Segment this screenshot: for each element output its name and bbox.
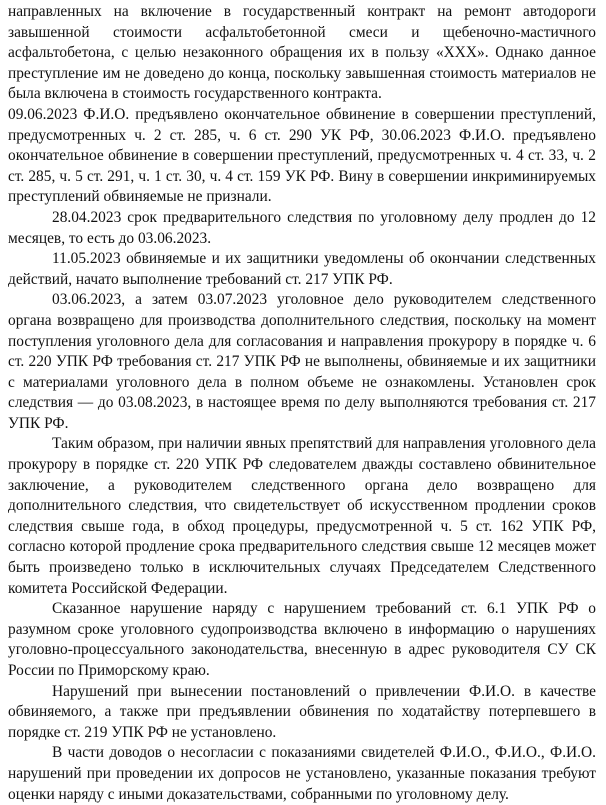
paragraph-case-returned: 03.06.2023, а затем 03.07.2023 уголовное дело руководителем следственного органа возвращено для производства дополнительного следствия, поскольку на момент поступления уголовного дела для согласования и направления прокурору в порядке ч. 6 ст. 220 УПК РФ требования ст. 217 УПК РФ не выполнены, обвиняемые и их защитники с материалами уголовного дела в полном объеме не ознакомлены. Установлен срок следствия — до 03.08.2023, в настоящее время по делу выполняются требования ст. 217 УПК РФ. (8, 291, 596, 432)
paragraph-final-charges: 09.06.2023 Ф.И.О. предъявлено окончательное обвинение в совершении преступлений, предусмотренных ч. 2 ст. 285, ч. 6 ст. 290 УК РФ, 30.06.2023 Ф.И.О. предъявлено окончательное обвинение в совершении преступлений, предусмотренных ч. 4 ст. 33, ч. 2 ст. 285, ч. 5 ст. 291, ч. 1 ст. 30, ч. 4 ст. 159 УК РФ. Вину в совершении инкриминируемых преступлений обвиняемые не признали. (8, 105, 596, 206)
document-body (8, 2, 596, 805)
paragraph-violation-reported: Сказанное нарушение наряду с нарушением требований ст. 6.1 УПК РФ о разумном сроке уголовного судопроизводства включено в информацию о нарушениях уголовно-процессуального законодательства, внесенную в адрес руководителя СУ СК России по Приморскому краю. (8, 600, 596, 679)
paragraph-conclusion: Таким образом, при наличии явных препятствий для направления уголовного дела прокурору в порядке ст. 220 УПК РФ следователем дважды составлено обвинительное заключение, а руководителем следственного органа дело возвращено для дополнительного следствия, что свидетельствует об искусственном продлении сроков следствия свыше года, в обход процедуры, предусмотренной ч. 5 ст. 162 УПК РФ, согласно которой продление срока предварительного следствия свыше 12 месяцев может быть произведено только в исключительных случаях Председателем Следственного комитета Российской Федерации. (8, 435, 596, 597)
paragraph-witness-testimony: В части доводов о несогласии с показаниями свидетелей Ф.И.О., Ф.И.О., Ф.И.О. нарушений при проведении их допросов не установлено, указанные показания требуют оценки наряду с иными доказательствами, собранными по уголовному делу. (8, 744, 596, 803)
paragraph-contract-overpricing: направленных на включение в государственный контракт на ремонт автодороги завышенной стоимости асфальтобетонной смеси и щебеночно-мастичного асфальтобетона, с целью незаконного обращения их в пользу «ХХХ». Однако данное преступление им не доведено до конца, поскольку завышенная стоимость материалов не была включена в стоимость государственного контракта. (8, 3, 596, 103)
paragraph-term-extension: 28.04.2023 срок предварительного следствия по уголовному делу продлен до 12 месяцев, то есть до 03.06.2023. (8, 208, 596, 247)
paragraph-no-violations-charges: Нарушений при вынесении постановлений о привлечении Ф.И.О. в качестве обвиняемого, а также при предъявлении обвинения по ходатайству потерпевшего в порядке ст. 219 УПК РФ не установлено. (8, 682, 596, 741)
paragraph-notification: 11.05.2023 обвиняемые и их защитники уведомлены об окончании следственных действий, начато выполнение требований ст. 217 УПК РФ. (8, 250, 596, 288)
